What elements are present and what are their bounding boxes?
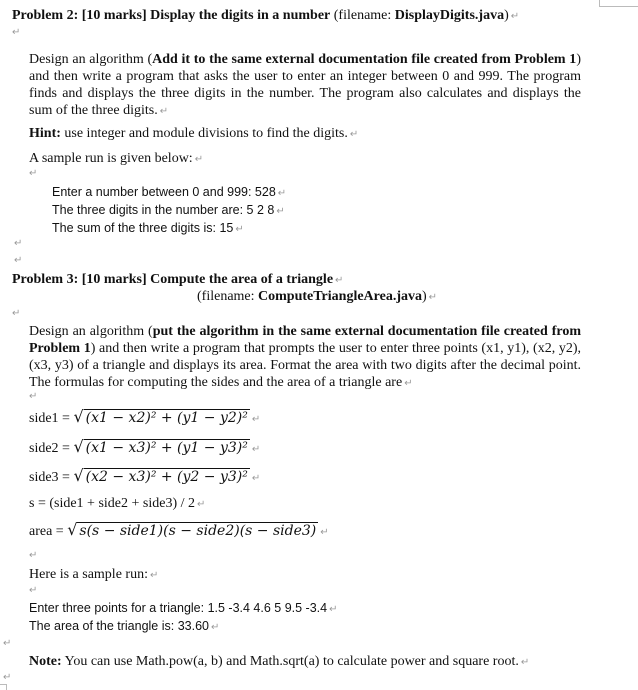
paragraph-mark-icon: ↵ [520,657,530,668]
problem3-heading-filename-prefix: (filename: [197,289,259,304]
paragraph-mark-icon: ↵ [3,672,12,683]
formula-s [29,496,205,512]
paragraph-mark-icon: ↵ [29,168,38,179]
page-corner-marker [599,0,638,7]
problem3-description [29,323,581,392]
paragraph-mark-icon: ↵ [404,378,413,389]
paragraph-mark-icon: ↵ [210,622,220,633]
paragraph-mark-icon: ↵ [235,224,244,235]
paragraph-mark-icon: ↵ [335,275,344,286]
paragraph-mark-icon: ↵ [320,527,329,538]
problem2-heading-close: ) [504,8,509,23]
paragraph-mark-icon: ↵ [29,585,38,596]
paragraph-mark-icon: ↵ [159,106,169,117]
paragraph-mark-icon: ↵ [3,638,12,649]
sample-output-line [29,619,219,633]
problem2-desc-text2: ) and then write a program that asks the user to enter an integer between 0 and 999. The program finds and displays the three digits in the number. The program also calculates and displays the sum of the three digits. [29,52,581,118]
problem2-description [29,51,581,120]
formula-side1 [29,407,260,427]
problem3-heading [12,272,343,288]
problem3-heading-close: ) [422,289,427,304]
sample-intro-text: A sample run is given below: [29,151,193,166]
problem3-sample-intro [29,567,158,583]
formula-expression: (x1 − x2)² + (y1 − y2)² [85,410,248,426]
problem2-hint [29,126,358,142]
paragraph-mark-icon: ↵ [197,499,206,510]
formula-label: side1 = [29,411,70,426]
formula-label: area = [29,524,64,539]
sqrt-symbol-icon: √ (x1 − x2)² + (y1 − y2)² [73,407,248,426]
note-label: Note: [29,654,62,669]
paragraph-mark-icon: ↵ [149,570,159,581]
sample-output-text: The sum of the three digits is: 15 [52,221,234,235]
sqrt-symbol-icon: √ (x1 − x3)² + (y1 − y3)² [73,437,248,456]
page-corner-marker [0,684,7,690]
paragraph-mark-icon: ↵ [14,238,23,249]
problem3-note [29,654,529,670]
formula-area [29,520,329,540]
formula-side2 [29,437,260,457]
formula-expression: s(s − side1)(s − side2)(s − side3) [79,523,317,539]
problem3-desc-bold: put the algorithm in the same external documentation file created from Problem 1 [29,324,581,356]
problem3-desc-text2: ) and then write a program that prompts the user to enter three points (x1, y1), (x2, y2), (x3, y3) of a triangle and displays its area. Format the area with two digits after the decimal point. The formulas for computing the sides and the area of a triangle are [29,341,582,390]
sample-intro-text: Here is a sample run: [29,567,148,582]
problem2-heading-title: Problem 2: [10 marks] Display the digits in a number [12,8,331,23]
sample-output-text: Enter three points for a triangle: 1.5 -3.4 4.6 5 9.5 -3.4 [29,601,328,615]
sample-output-line [52,203,285,217]
paragraph-mark-icon: ↵ [349,129,359,140]
sample-output-line [52,221,244,235]
formula-label: side3 = [29,470,70,485]
formula-expression: (x1 − x3)² + (y1 − y3)² [85,440,248,456]
formula-expression: (x2 − x3)² + (y2 − y3)² [85,469,248,485]
problem2-heading [12,8,519,24]
hint-text: use integer and module divisions to find the digits. [60,126,348,141]
note-text: You can use Math.pow(a, b) and Math.sqrt(a) to calculate power and square root. [61,654,519,669]
problem3-desc-text1: Design an algorithm ( [29,324,153,339]
paragraph-mark-icon: ↵ [329,604,338,615]
paragraph-mark-icon: ↵ [12,308,21,319]
paragraph-mark-icon: ↵ [12,27,21,38]
problem3-heading-title: Problem 3: [10 marks] Compute the area of a triangle [12,272,334,287]
paragraph-mark-icon: ↵ [251,444,261,455]
problem2-heading-filename-prefix: (filename: [330,8,395,23]
paragraph-mark-icon: ↵ [251,473,261,484]
formula-side3 [29,466,260,486]
problem2-sample-intro [29,151,203,167]
formula-label: side2 = [29,441,70,456]
sample-output-text: The area of the triangle is: 33.60 [29,619,209,633]
formula-s-text: s = (side1 + side2 + side3) / 2 [29,496,196,511]
sqrt-symbol-icon: √ (x2 − x3)² + (y2 − y3)² [73,466,248,485]
paragraph-mark-icon: ↵ [251,414,261,425]
sample-output-text: The three digits in the number are: 5 2 8 [52,203,275,217]
paragraph-mark-icon: ↵ [14,255,23,266]
paragraph-mark-icon: ↵ [428,292,438,303]
problem3-heading-filename-line [197,289,437,305]
paragraph-mark-icon: ↵ [194,154,204,165]
paragraph-mark-icon: ↵ [277,188,287,199]
sample-output-text: Enter a number between 0 and 999: 528 [52,185,276,199]
paragraph-mark-icon: ↵ [510,11,520,22]
paragraph-mark-icon: ↵ [29,550,38,561]
problem2-desc-text1: Design an algorithm ( [29,52,153,67]
hint-label: Hint: [29,126,61,141]
problem2-desc-bold: Add it to the same external documentation file created from Problem 1 [152,52,577,67]
paragraph-mark-icon: ↵ [29,391,38,402]
sample-output-line [52,185,286,199]
paragraph-mark-icon: ↵ [276,206,285,217]
problem2-heading-filename: DisplayDigits.java [394,8,505,23]
sqrt-symbol-icon: √ s(s − side1)(s − side2)(s − side3) [67,520,317,539]
problem3-heading-filename: ComputeTriangleArea.java [258,289,422,304]
sample-output-line [29,601,338,615]
